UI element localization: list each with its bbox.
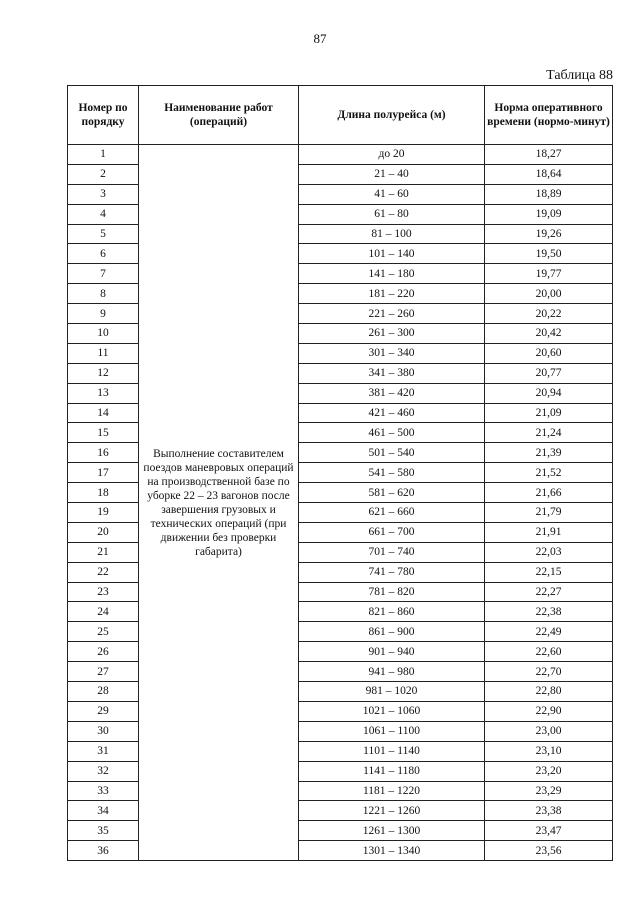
time-norm: 22,60 [485, 642, 613, 662]
row-number: 2 [68, 164, 139, 184]
row-number: 19 [68, 503, 139, 523]
time-norm: 19,09 [485, 204, 613, 224]
row-number: 16 [68, 443, 139, 463]
semi-trip-length: 701 – 740 [299, 542, 485, 562]
row-number: 5 [68, 224, 139, 244]
time-norm: 22,90 [485, 701, 613, 721]
time-norm: 20,77 [485, 363, 613, 383]
header-work-name: Наименование работ (операций) [139, 86, 299, 145]
row-number: 1 [68, 145, 139, 165]
semi-trip-length: 221 – 260 [299, 304, 485, 324]
time-norm: 21,39 [485, 443, 613, 463]
semi-trip-length: 621 – 660 [299, 503, 485, 523]
row-number: 18 [68, 483, 139, 503]
time-norm: 22,70 [485, 662, 613, 682]
time-norm: 21,52 [485, 463, 613, 483]
row-number: 28 [68, 682, 139, 702]
row-number: 22 [68, 562, 139, 582]
row-number: 24 [68, 602, 139, 622]
header-time-norm: Норма оперативного времени (нормо-минут) [485, 86, 613, 145]
time-norm: 18,27 [485, 145, 613, 165]
row-number: 11 [68, 343, 139, 363]
row-number: 6 [68, 244, 139, 264]
time-norm: 23,29 [485, 781, 613, 801]
semi-trip-length: 61 – 80 [299, 204, 485, 224]
table-header-row [68, 86, 613, 145]
row-number: 34 [68, 801, 139, 821]
time-norm: 21,79 [485, 503, 613, 523]
work-description: Выполнение составителем поездов маневровых операций на производственной базе по уборке 22 – 23 вагонов после завершения грузовых и технических операций (при движении без проверки габарита) [139, 145, 299, 861]
row-number: 7 [68, 264, 139, 284]
semi-trip-length: 661 – 700 [299, 522, 485, 542]
time-norm: 20,60 [485, 343, 613, 363]
row-number: 20 [68, 522, 139, 542]
time-norm: 20,00 [485, 284, 613, 304]
time-norm: 23,38 [485, 801, 613, 821]
time-norm: 23,00 [485, 721, 613, 741]
semi-trip-length: 141 – 180 [299, 264, 485, 284]
semi-trip-length: 941 – 980 [299, 662, 485, 682]
row-number: 9 [68, 304, 139, 324]
semi-trip-length: 581 – 620 [299, 483, 485, 503]
row-number: 31 [68, 741, 139, 761]
semi-trip-length: 501 – 540 [299, 443, 485, 463]
time-norm: 20,42 [485, 324, 613, 344]
norms-table [67, 85, 613, 861]
row-number: 8 [68, 284, 139, 304]
time-norm: 18,89 [485, 184, 613, 204]
time-norm: 22,27 [485, 582, 613, 602]
time-norm: 22,03 [485, 542, 613, 562]
row-number: 3 [68, 184, 139, 204]
semi-trip-length: 301 – 340 [299, 343, 485, 363]
semi-trip-length: 21 – 40 [299, 164, 485, 184]
row-number: 26 [68, 642, 139, 662]
semi-trip-length: 1021 – 1060 [299, 701, 485, 721]
semi-trip-length: 81 – 100 [299, 224, 485, 244]
row-number: 21 [68, 542, 139, 562]
row-number: 4 [68, 204, 139, 224]
table-caption: Таблица 88 [546, 68, 613, 83]
row-number: 29 [68, 701, 139, 721]
row-number: 25 [68, 622, 139, 642]
table-row [68, 145, 613, 165]
semi-trip-length: 1261 – 1300 [299, 821, 485, 841]
semi-trip-length: до 20 [299, 145, 485, 165]
time-norm: 19,50 [485, 244, 613, 264]
time-norm: 23,56 [485, 841, 613, 861]
semi-trip-length: 261 – 300 [299, 324, 485, 344]
semi-trip-length: 821 – 860 [299, 602, 485, 622]
semi-trip-length: 981 – 1020 [299, 682, 485, 702]
semi-trip-length: 861 – 900 [299, 622, 485, 642]
semi-trip-length: 741 – 780 [299, 562, 485, 582]
header-semi-trip-length: Длина полурейса (м) [299, 86, 485, 145]
row-number: 36 [68, 841, 139, 861]
row-number: 13 [68, 383, 139, 403]
header-number: Номер по порядку [68, 86, 139, 145]
semi-trip-length: 41 – 60 [299, 184, 485, 204]
page-number: 87 [313, 31, 327, 46]
semi-trip-length: 1221 – 1260 [299, 801, 485, 821]
row-number: 14 [68, 403, 139, 423]
semi-trip-length: 341 – 380 [299, 363, 485, 383]
semi-trip-length: 381 – 420 [299, 383, 485, 403]
semi-trip-length: 1061 – 1100 [299, 721, 485, 741]
row-number: 10 [68, 324, 139, 344]
row-number: 32 [68, 761, 139, 781]
time-norm: 21,91 [485, 522, 613, 542]
row-number: 23 [68, 582, 139, 602]
time-norm: 23,10 [485, 741, 613, 761]
time-norm: 18,64 [485, 164, 613, 184]
semi-trip-length: 181 – 220 [299, 284, 485, 304]
time-norm: 22,49 [485, 622, 613, 642]
row-number: 27 [68, 662, 139, 682]
semi-trip-length: 901 – 940 [299, 642, 485, 662]
semi-trip-length: 461 – 500 [299, 423, 485, 443]
row-number: 17 [68, 463, 139, 483]
row-number: 33 [68, 781, 139, 801]
semi-trip-length: 101 – 140 [299, 244, 485, 264]
time-norm: 22,15 [485, 562, 613, 582]
row-number: 30 [68, 721, 139, 741]
time-norm: 23,20 [485, 761, 613, 781]
time-norm: 23,47 [485, 821, 613, 841]
row-number: 15 [68, 423, 139, 443]
time-norm: 21,09 [485, 403, 613, 423]
time-norm: 22,38 [485, 602, 613, 622]
time-norm: 20,94 [485, 383, 613, 403]
semi-trip-length: 1101 – 1140 [299, 741, 485, 761]
time-norm: 21,24 [485, 423, 613, 443]
semi-trip-length: 421 – 460 [299, 403, 485, 423]
time-norm: 19,26 [485, 224, 613, 244]
row-number: 35 [68, 821, 139, 841]
semi-trip-length: 781 – 820 [299, 582, 485, 602]
time-norm: 19,77 [485, 264, 613, 284]
time-norm: 20,22 [485, 304, 613, 324]
row-number: 12 [68, 363, 139, 383]
semi-trip-length: 1301 – 1340 [299, 841, 485, 861]
semi-trip-length: 1181 – 1220 [299, 781, 485, 801]
semi-trip-length: 541 – 580 [299, 463, 485, 483]
time-norm: 22,80 [485, 682, 613, 702]
semi-trip-length: 1141 – 1180 [299, 761, 485, 781]
time-norm: 21,66 [485, 483, 613, 503]
